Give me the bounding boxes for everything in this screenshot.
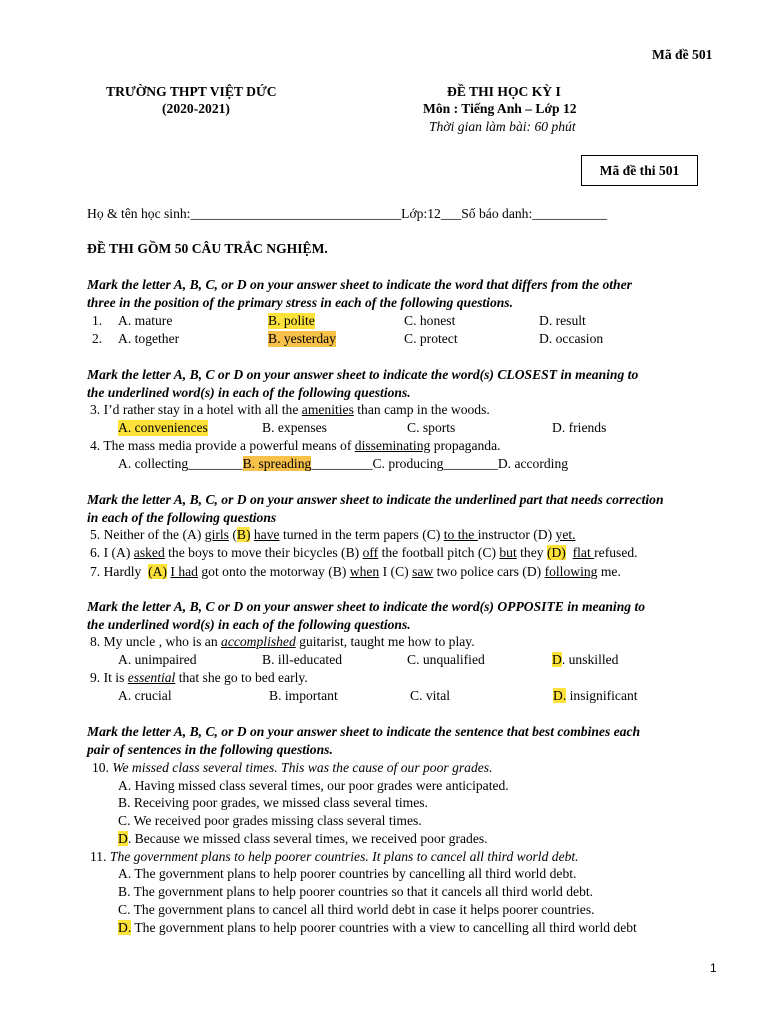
q3-option-a[interactable]: A. conveniences — [118, 420, 208, 435]
q11-answer-mark: D. — [118, 920, 132, 935]
q7-text: got onto the motorway (B) — [197, 564, 350, 579]
q9-stem-text: 9. It is — [90, 670, 128, 685]
class-label: Lớp:12 — [401, 206, 441, 221]
q6-part-c[interactable]: but — [499, 545, 517, 560]
q9-underlined-word: essential — [127, 670, 176, 685]
student-info-line — [87, 206, 607, 222]
q9-answer-mark: D. — [553, 688, 567, 703]
q8-option-c[interactable]: C. unqualified — [407, 652, 485, 667]
q5-text: turned in the term papers (C) — [279, 527, 444, 542]
q7-text: 7. Hardly — [90, 564, 149, 579]
q1-number: 1. — [92, 313, 103, 328]
q3-option-b[interactable]: B. expenses — [262, 420, 327, 435]
q7-part-a[interactable]: I had — [170, 564, 198, 579]
exam-duration: Thời gian làm bài: 60 phút — [429, 119, 576, 134]
q6-part-b[interactable]: off — [362, 545, 379, 560]
q10-option-a[interactable]: A. Having missed class several times, our poor grades were anticipated. — [118, 778, 509, 793]
q4-underlined-word: disseminating — [354, 438, 431, 453]
q3-stem-text: 3. I’d rather stay in a hotel with all the — [90, 402, 302, 417]
q11-option-a[interactable]: A. The government plans to help poorer countries by cancelling all third world debt. — [118, 866, 577, 881]
q9-option-a[interactable]: A. crucial — [118, 688, 172, 703]
q7-answer-mark[interactable]: (A) — [148, 564, 168, 579]
q7-sentence — [90, 564, 621, 580]
q1-option-c[interactable]: C. honest — [404, 313, 456, 328]
q4-stem — [90, 438, 501, 454]
q9-option-d-text: insignificant — [566, 688, 638, 703]
q5-part-a[interactable]: girls — [204, 527, 229, 542]
section1-instruction-2: three in the position of the primary stress in each of the following questions. — [87, 295, 513, 310]
section2-instruction-1: Mark the letter A, B, C or D on your answer sheet to indicate the word(s) CLOSEST in meaning to — [87, 367, 639, 382]
q3-stem-text-end: than camp in the woods. — [353, 402, 490, 417]
section5-instruction-1: Mark the letter A, B, C, or D on your answer sheet to indicate the sentence that best combines each — [87, 724, 641, 739]
q9-option-d[interactable] — [553, 688, 638, 704]
q1-option-d[interactable]: D. result — [539, 313, 586, 328]
q2-option-c[interactable]: C. protect — [404, 331, 458, 346]
q9-option-b[interactable]: B. important — [269, 688, 338, 703]
q6-part-d[interactable]: flat — [572, 545, 595, 560]
q2-number: 2. — [92, 331, 103, 346]
q3-stem — [90, 402, 490, 418]
q6-text — [566, 545, 573, 560]
section1-instruction-1: Mark the letter A, B, C, or D on your answer sheet to indicate the word that differs from the other — [87, 277, 632, 292]
q6-part-a[interactable]: asked — [133, 545, 165, 560]
q7-text: me. — [597, 564, 621, 579]
q3-underlined-word: amenities — [301, 402, 354, 417]
section3-instruction-1: Mark the letter A, B, C, or D on your answer sheet to indicate the underlined part that needs correction — [87, 492, 664, 507]
q6-answer-mark[interactable]: (D) — [546, 545, 566, 560]
q6-text: they — [516, 545, 547, 560]
q1-option-b[interactable]: B. polite — [268, 313, 315, 328]
section5-instruction-2: pair of sentences in the following questions. — [87, 742, 333, 757]
q5-part-c[interactable]: to the — [443, 527, 478, 542]
q10-stem — [92, 760, 493, 776]
q6-text: refused. — [594, 545, 638, 560]
q10-option-d[interactable] — [118, 831, 488, 847]
q8-stem — [90, 634, 475, 650]
q8-stem-text-end: guitarist, taught me how to play. — [295, 634, 475, 649]
q1-option-a[interactable]: A. mature — [118, 313, 173, 328]
q8-option-a[interactable]: A. unimpaired — [118, 652, 197, 667]
q5-text: 5. Neither of the (A) — [90, 527, 205, 542]
q9-option-c[interactable]: C. vital — [410, 688, 451, 703]
q7-text: two police cars (D) — [433, 564, 545, 579]
q10-number: 10. — [92, 760, 113, 775]
q8-underlined-word: accomplished — [221, 634, 296, 649]
section3-instruction-2: in each of the following questions — [87, 510, 277, 525]
q5-answer-mark[interactable]: B) — [236, 527, 251, 542]
name-blank[interactable]: _______________________________ — [190, 206, 402, 221]
q8-stem-text: 8. My uncle , who is an — [90, 634, 222, 649]
q9-stem-text-end: that she go to bed early. — [175, 670, 308, 685]
q3-option-d[interactable]: D. friends — [552, 420, 607, 435]
section4-instruction-2: the underlined word(s) in each of the following questions. — [87, 617, 411, 632]
q7-part-b[interactable]: when — [349, 564, 380, 579]
q4-blank-2: _________ — [311, 456, 373, 471]
q11-option-b[interactable]: B. The government plans to help poorer countries so that it cancels all third world debt. — [118, 884, 594, 899]
school-year: (2020-2021) — [162, 101, 230, 116]
q11-stem-text: The government plans to help poorer countries. It plans to cancel all third world debt. — [109, 849, 579, 864]
q6-text: the boys to move their bicycles (B) — [164, 545, 363, 560]
q7-part-d[interactable]: following — [544, 564, 598, 579]
q2-option-d[interactable]: D. occasion — [539, 331, 604, 346]
id-label: Số báo danh: — [461, 206, 533, 221]
q4-stem-text-end: propaganda. — [430, 438, 501, 453]
name-label: Họ & tên học sinh: — [87, 206, 191, 221]
q4-option-b[interactable]: B. spreading — [242, 456, 312, 471]
q10-option-d-text: . Because we missed class several times, we received poor grades. — [127, 831, 488, 846]
q11-number: 11. — [90, 849, 110, 864]
q11-option-d[interactable] — [118, 920, 637, 936]
q4-stem-text: 4. The mass media provide a powerful means of — [90, 438, 355, 453]
q11-option-c[interactable]: C. The government plans to cancel all third world debt in case it helps poorer countries. — [118, 902, 595, 917]
q10-stem-text: We missed class several times. This was the cause of our poor grades. — [112, 760, 493, 775]
q5-sentence — [90, 527, 576, 543]
q5-part-b[interactable]: have — [253, 527, 280, 542]
exam-subject: Môn : Tiếng Anh – Lớp 12 — [423, 101, 577, 116]
q4-options — [118, 456, 568, 472]
q2-option-a[interactable]: A. together — [118, 331, 180, 346]
q10-option-b[interactable]: B. Receiving poor grades, we missed class several times. — [118, 795, 428, 810]
q7-text: I (C) — [379, 564, 413, 579]
section4-instruction-1: Mark the letter A, B, C or D on your answer sheet to indicate the word(s) OPPOSITE in meaning to — [87, 599, 646, 614]
q5-part-d[interactable]: yet. — [555, 527, 576, 542]
q8-answer-mark: D — [552, 652, 562, 667]
q8-option-d-text: . unskilled — [561, 652, 619, 667]
q10-answer-mark: D — [118, 831, 128, 846]
class-blank[interactable]: ___ — [440, 206, 462, 221]
q4-blank-1: ________ — [188, 456, 243, 471]
q6-text: the football pitch (C) — [378, 545, 500, 560]
q10-option-c[interactable]: C. We received poor grades missing class several times. — [118, 813, 422, 828]
q9-stem — [90, 670, 308, 686]
q7-part-c[interactable]: saw — [412, 564, 434, 579]
q4-blank-3: ________ — [443, 456, 498, 471]
id-blank[interactable]: ___________ — [532, 206, 607, 221]
q4-option-a[interactable]: A. collecting — [118, 456, 189, 471]
q4-option-d[interactable]: D. according — [497, 456, 569, 471]
q4-option-c[interactable]: C. producing — [372, 456, 444, 471]
page-number: 1 — [710, 961, 717, 975]
exam-code-top: Mã đề 501 — [652, 47, 713, 62]
q5-text: ( — [228, 527, 237, 542]
q8-option-b[interactable]: B. ill-educated — [262, 652, 343, 667]
q6-text: 6. I (A) — [90, 545, 134, 560]
exam-intro: ĐỀ THI GỒM 50 CÂU TRẮC NGHIỆM. — [87, 241, 328, 256]
exam-code-box: Mã đề thi 501 — [581, 155, 698, 186]
exam-title: ĐỀ THI HỌC KỲ I — [447, 84, 561, 99]
q6-sentence — [90, 545, 638, 561]
school-name: TRƯỜNG THPT VIỆT DỨC — [106, 84, 277, 99]
q11-option-d-text: The government plans to help poorer countries with a view to cancelling all third world debt — [131, 920, 637, 935]
q8-option-d[interactable] — [552, 652, 618, 668]
q2-option-b[interactable]: B. yesterday — [268, 331, 336, 346]
q11-stem — [90, 849, 579, 865]
section2-instruction-2: the underlined word(s) in each of the following questions. — [87, 385, 411, 400]
q5-text: instructor (D) — [477, 527, 556, 542]
q3-option-c[interactable]: C. sports — [407, 420, 456, 435]
